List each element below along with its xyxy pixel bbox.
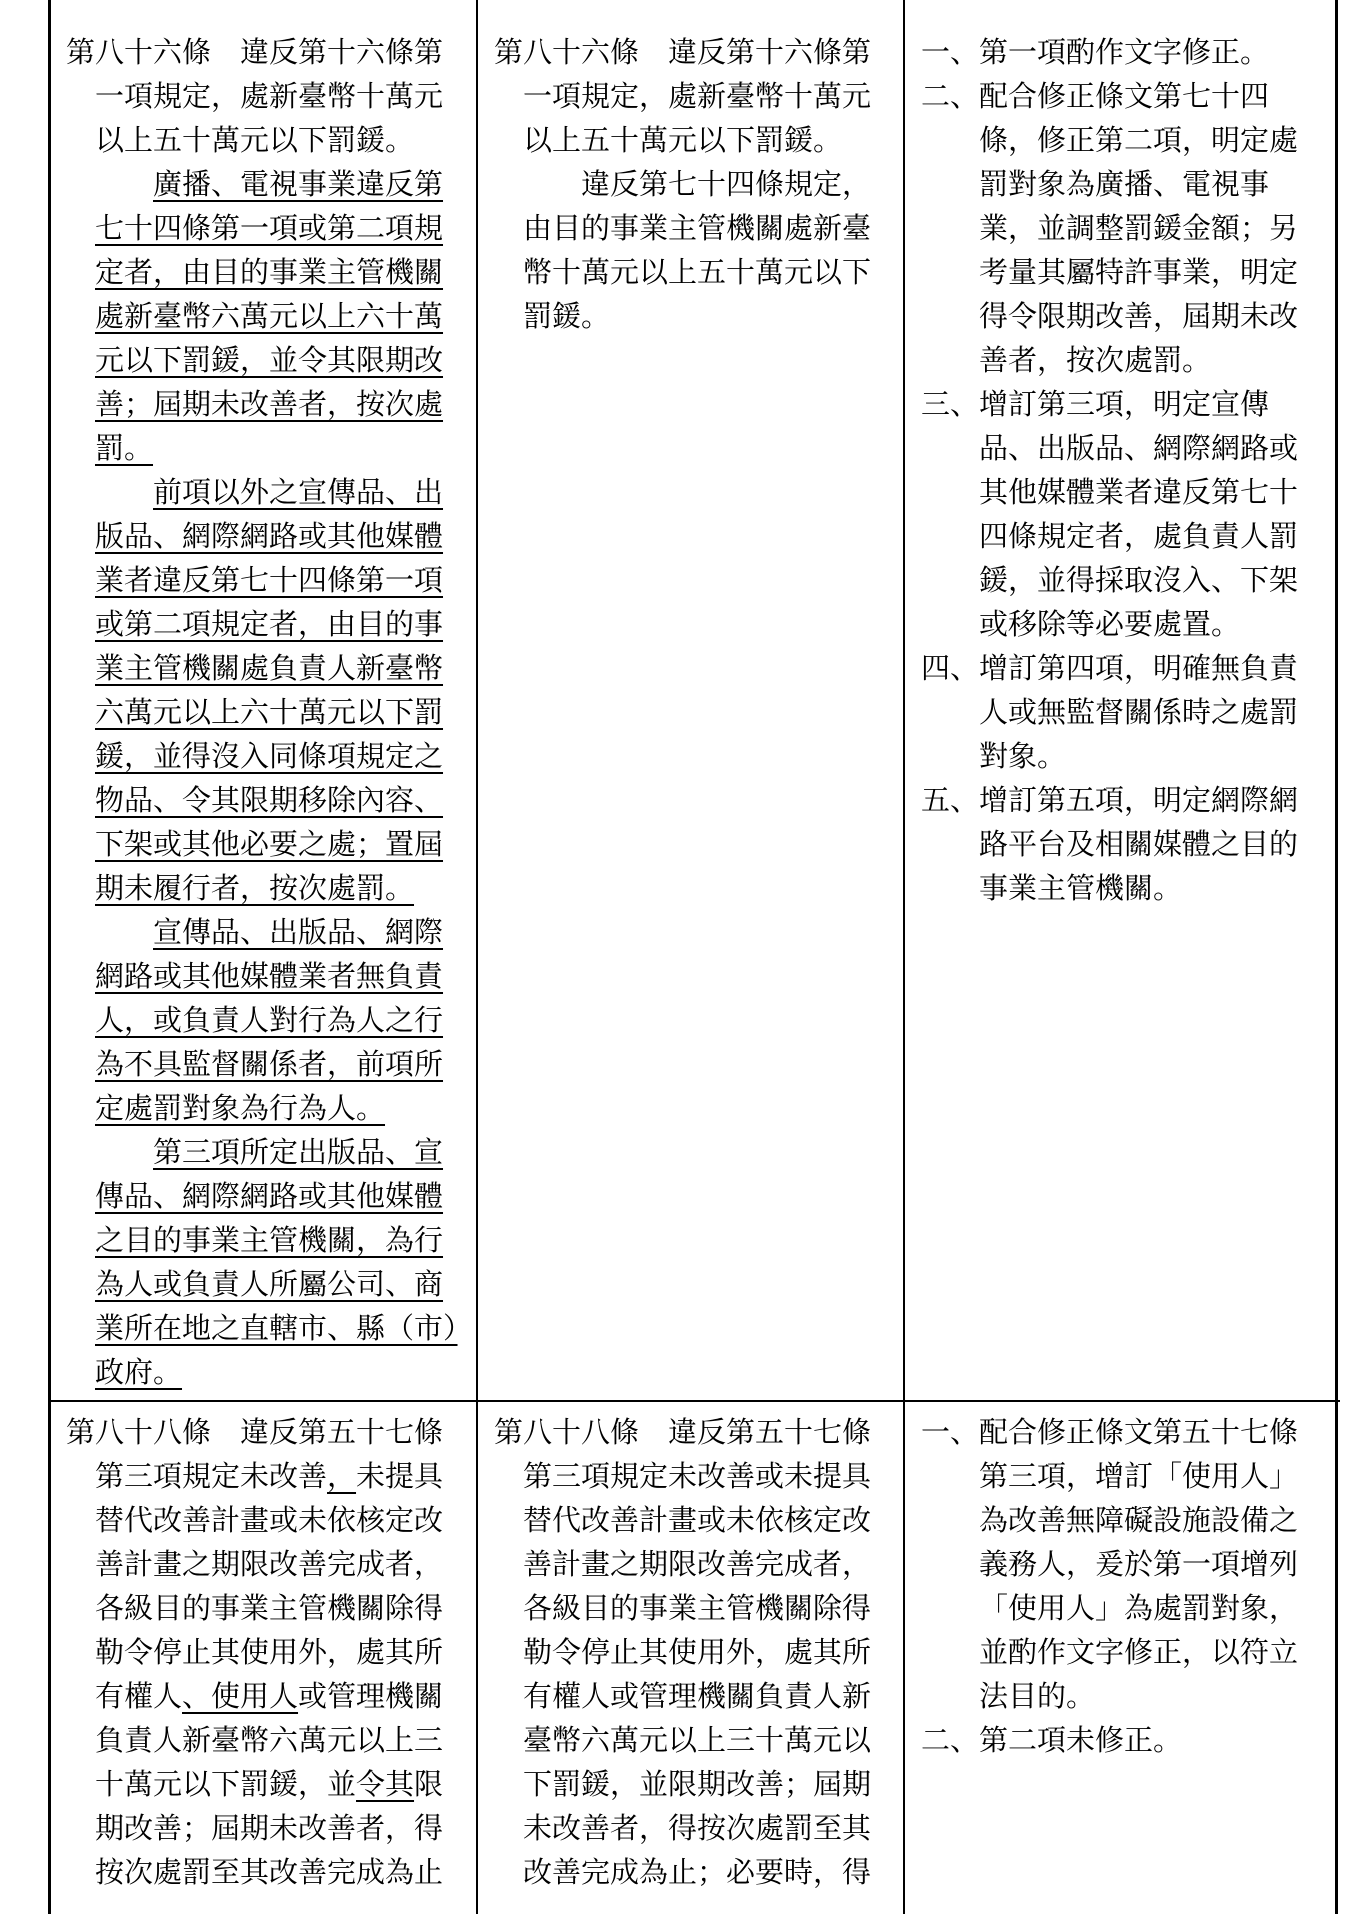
row2-amended-seg3: 未提具替代改善計畫或未依核定改善計畫之期限改善完成者，各級目的事業主管機關除得勒令停止其使用外，處其所有權人 bbox=[95, 1459, 444, 1713]
column-divider-1 bbox=[476, 0, 478, 1914]
row2-current-cell bbox=[494, 1410, 890, 1894]
row1-note-5: 五、增訂第五項，明定網際網路平台及相關媒體之目的事業主管機關。 bbox=[921, 783, 1299, 905]
row1-note-1: 一、第一項酌作文字修正。 bbox=[921, 35, 1270, 69]
table-left-border bbox=[48, 0, 51, 1914]
row2-amended-seg1: 第八十八條 違反第五十七條第三項規定未改善 bbox=[66, 1415, 444, 1493]
row1-note-4: 四、增訂第四項，明確無負責人或無監督關係時之處罰對象。 bbox=[921, 651, 1299, 773]
row2-amended-seg6-underlined: 令其 bbox=[356, 1767, 415, 1801]
row1-current-para1: 第八十六條 違反第十六條第一項規定，處新臺幣十萬元以上五十萬元以下罰鍰。 bbox=[494, 35, 872, 157]
column-divider-2 bbox=[903, 0, 905, 1914]
row2-amended-para1 bbox=[66, 1410, 462, 1894]
row2-notes-cell bbox=[921, 1410, 1321, 1762]
row1-amended-para5 bbox=[66, 1130, 462, 1394]
row1-note-3: 三、增訂第三項，明定宣傳品、出版品、網際網路或其他媒體業者違反第七十四條規定者，處負責人罰鍰，並得採取沒入、下架或移除等必要處置。 bbox=[921, 387, 1299, 641]
row2-note-2: 二、第二項未修正。 bbox=[921, 1723, 1183, 1757]
row1-note-2: 二、配合修正條文第七十四條，修正第二項，明定處罰對象為廣播、電視事業，並調整罰鍰金額；另考量其屬特許事業，明定得令限期改善，屆期未改善者，按次處罰。 bbox=[921, 79, 1299, 377]
row1-amended-para3 bbox=[66, 470, 462, 910]
row1-amended-cell bbox=[66, 30, 462, 1394]
row2-amended-seg5: 或管理機關負責人新臺幣六萬元以上三十萬元以下罰鍰，並 bbox=[95, 1679, 444, 1801]
row1-amended-para3-text: 前項以外之宣傳品、出版品、網際網路或其他媒體業者違反第七十四條第一項或第二項規定者，由目的事業主管機關處負責人新臺幣六萬元以上六十萬元以下罰鍰，並得沒入同條項規定之物品、令其限期移除內容、下架或其他必要之處；置屆期未履行者，按次處罰。 bbox=[95, 475, 444, 905]
row-divider bbox=[50, 1400, 1340, 1402]
row1-amended-para4 bbox=[66, 910, 462, 1130]
row1-amended-para5-text: 第三項所定出版品、宣傳品、網際網路或其他媒體之目的事業主管機關，為行為人或負責人所屬公司、商業所在地之直轄市、縣（市）政府。 bbox=[95, 1135, 458, 1389]
row2-amended-cell bbox=[66, 1410, 462, 1894]
table-right-border bbox=[1335, 0, 1338, 1914]
row2-current-para1: 第八十八條 違反第五十七條第三項規定未改善或未提具替代改善計畫或未依核定改善計畫之期限改善完成者，各級目的事業主管機關除得勒令停止其使用外，處其所有權人或管理機關負責人新臺幣六萬元以上三十萬元以下罰鍰，並限期改善；屆期未改善者，得按次處罰至其改善完成為止；必要時，得 bbox=[494, 1415, 872, 1889]
row2-amended-seg7: 限期改善；屆期未改善者，得按次處罰至其改善完成為止 bbox=[95, 1767, 444, 1889]
row1-amended-para2 bbox=[66, 162, 462, 470]
row1-notes-cell bbox=[921, 30, 1321, 910]
row2-note-1: 一、配合修正條文第五十七條第三項，增訂「使用人」為改善無障礙設施設備之義務人，爰於第一項增列「使用人」為處罰對象，並酌作文字修正，以符立法目的。 bbox=[921, 1415, 1299, 1713]
row1-current-para2: 違反第七十四條規定，由目的事業主管機關處新臺幣十萬元以上五十萬元以下罰鍰。 bbox=[523, 167, 872, 333]
row1-current-cell bbox=[494, 30, 890, 338]
row1-amended-para4-text: 宣傳品、出版品、網際網路或其他媒體業者無負責人，或負責人對行為人之行為不具監督關係者，前項所定處罰對象為行為人。 bbox=[95, 915, 444, 1125]
row1-amended-para2-text: 廣播、電視事業違反第七十四條第一項或第二項規定者，由目的事業主管機關處新臺幣六萬元以上六十萬元以下罰鍰，並令其限期改善；屆期未改善者，按次處罰。 bbox=[95, 167, 444, 465]
row2-amended-seg4-underlined: 、使用人 bbox=[182, 1679, 299, 1713]
row1-amended-para1: 第八十六條 違反第十六條第一項規定，處新臺幣十萬元以上五十萬元以下罰鍰。 bbox=[66, 35, 444, 157]
row2-amended-seg2-underlined: ， bbox=[327, 1459, 357, 1493]
